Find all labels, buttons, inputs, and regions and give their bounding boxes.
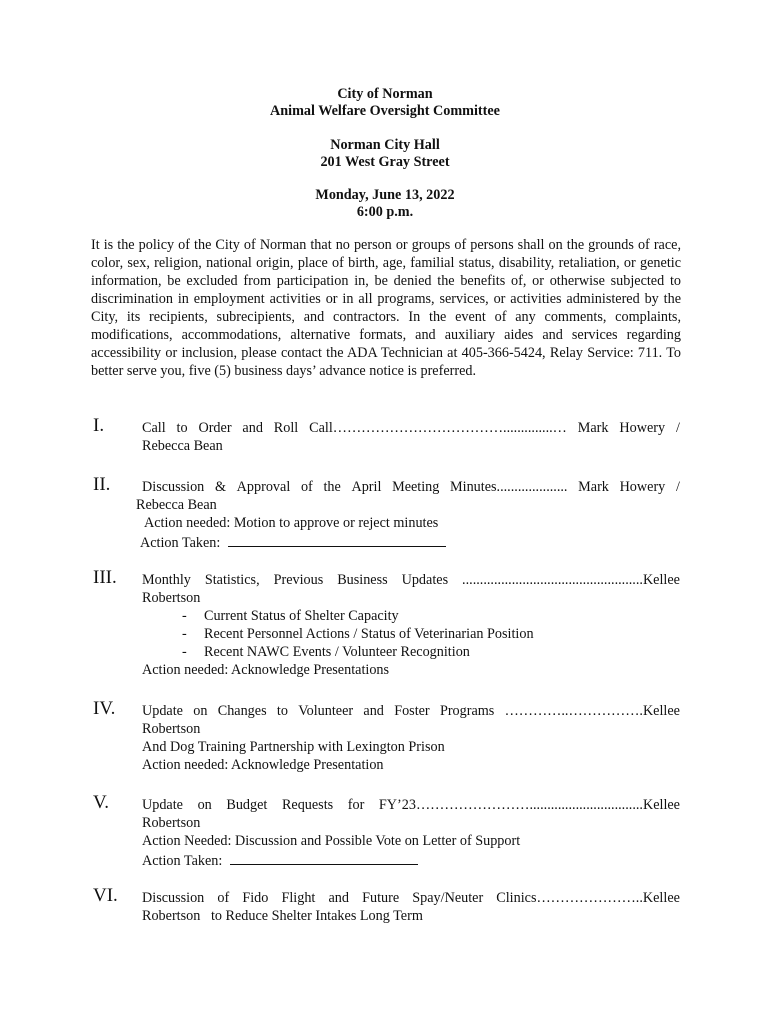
title-word: Programs xyxy=(439,703,495,719)
title-word: April xyxy=(351,479,382,495)
header-org-block xyxy=(0,86,770,120)
item-title-line xyxy=(142,478,680,496)
item-numeral: II. xyxy=(93,474,111,495)
action-taken-blank[interactable] xyxy=(228,532,446,547)
ada-policy-paragraph: It is the policy of the City of Norman that no person or groups of persons shall on the grounds of race, color, sex, religion, national origin, place of birth, age, familial status, disability, retaliation, or genetic information, be excluded from participation in, be denied the benefits of, or otherwise subjected to discrimination in employment activities or in all programs, services, or activities administered by the City, its recipients, subrecipients, and contractors. In the event of any comments, complaints, modifications, accommodations, alternative formats, and auxiliary aides and services regarding accessibility or inclusion, please contact the ADA Technician at 405-366-5424, Relay Service: 711. To better serve you, five (5) business days’ advance notice is preferred. xyxy=(91,237,681,379)
venue-name: Norman City Hall xyxy=(330,137,440,153)
bullet-item xyxy=(182,625,534,643)
title-word: Update xyxy=(142,703,183,719)
bullet-mark: - xyxy=(182,626,187,642)
title-word: Changes xyxy=(217,703,267,719)
header-datetime-block xyxy=(0,187,770,221)
item-title-line xyxy=(142,419,680,437)
title-word: and xyxy=(242,420,263,436)
title-word: to xyxy=(276,703,288,719)
bullet-text: Current Status of Shelter Capacity xyxy=(204,608,399,624)
title-word: Spay/Neuter xyxy=(412,890,484,906)
item-numeral: VI. xyxy=(93,885,118,906)
action-needed: Action needed: Acknowledge Presentations xyxy=(142,662,390,678)
action-taken-blank[interactable] xyxy=(230,850,418,865)
item-title-line xyxy=(142,796,680,814)
item-numeral: IV. xyxy=(93,698,116,719)
action-needed: Action needed: Acknowledge Presentation xyxy=(142,757,384,773)
title-word: Roll xyxy=(273,420,299,436)
action-taken-row xyxy=(140,532,446,552)
title-word: Call xyxy=(142,420,166,436)
meeting-date: Monday, June 13, 2022 xyxy=(315,187,455,203)
item-presenter: Robertson xyxy=(142,815,201,831)
title-word: Meeting xyxy=(392,479,440,495)
title-word: to xyxy=(176,420,188,436)
title-word: on xyxy=(193,703,208,719)
title-word: / xyxy=(675,420,680,436)
title-word: Minutes.................... xyxy=(450,479,568,495)
action-taken-row xyxy=(142,850,418,870)
bullet-item xyxy=(182,607,399,625)
title-word: of xyxy=(300,479,313,495)
title-word: Update xyxy=(142,797,183,813)
title-word: Discussion xyxy=(142,890,205,906)
item-extra: And Dog Training Partnership with Lexington Prison xyxy=(142,739,445,755)
title-word: Flight xyxy=(281,890,316,906)
action-needed: Action Needed: Discussion and Possible Vote on Letter of Support xyxy=(142,833,521,849)
title-word: & xyxy=(214,479,226,495)
title-word: / xyxy=(675,479,680,495)
title-word: for xyxy=(347,797,365,813)
title-word: Foster xyxy=(394,703,430,719)
title-word: Requests xyxy=(281,797,334,813)
item-title-line xyxy=(142,702,680,720)
item-title-line xyxy=(142,889,680,907)
bullet-text: Recent NAWC Events / Volunteer Recognition xyxy=(204,644,470,660)
item-presenter: Robertson to Reduce Shelter Intakes Long Term xyxy=(142,908,423,924)
action-taken-label: Action Taken: xyxy=(140,535,221,551)
action-needed: Action needed: Motion to approve or reject minutes xyxy=(144,515,439,531)
title-word: Clinics…………………..Kellee xyxy=(496,890,680,906)
title-word: Call………………………………..............… xyxy=(309,420,567,436)
venue-address: 201 West Gray Street xyxy=(320,154,450,170)
title-word: Volunteer xyxy=(298,703,354,719)
title-word: and xyxy=(363,703,384,719)
title-word: Fido xyxy=(242,890,269,906)
item-numeral: V. xyxy=(93,792,110,813)
title-word: Budget xyxy=(226,797,268,813)
bullet-text: Recent Personnel Actions / Status of Veterinarian Position xyxy=(204,626,534,642)
meeting-time: 6:00 p.m. xyxy=(356,204,414,220)
title-word: Discussion xyxy=(142,479,205,495)
item-presenter: Robertson xyxy=(142,590,201,606)
committee-name: Animal Welfare Oversight Committee xyxy=(270,103,500,119)
item-title-line xyxy=(142,571,680,589)
item-presenter: Rebecca Bean xyxy=(142,438,223,454)
org-name: City of Norman xyxy=(337,86,433,102)
title-word: on xyxy=(197,797,212,813)
title-word: of xyxy=(217,890,230,906)
title-word: Business xyxy=(337,572,388,588)
title-word: Howery xyxy=(619,479,666,495)
title-word: and xyxy=(328,890,349,906)
action-taken-label: Action Taken: xyxy=(142,853,223,869)
title-word: FY’23……………………................................Kellee xyxy=(378,797,680,813)
bullet-mark: - xyxy=(182,608,187,624)
title-word: the xyxy=(323,479,341,495)
bullet-item xyxy=(182,643,470,661)
title-word: ...................................................Kellee xyxy=(462,572,680,588)
item-numeral: I. xyxy=(93,415,105,436)
title-word: Order xyxy=(198,420,232,436)
item-presenter: Robertson xyxy=(142,721,201,737)
title-word: Future xyxy=(362,890,400,906)
title-word: Previous xyxy=(273,572,324,588)
header-venue-block xyxy=(0,137,770,171)
bullet-mark: - xyxy=(182,644,187,660)
title-word: Mark xyxy=(577,420,609,436)
title-word: …………..…………….Kellee xyxy=(504,703,680,719)
title-word: Mark xyxy=(578,479,609,495)
item-presenter: Rebecca Bean xyxy=(136,497,217,513)
title-word: Statistics, xyxy=(204,572,260,588)
title-word: Approval xyxy=(236,479,291,495)
title-word: Monthly xyxy=(142,572,191,588)
item-numeral: III. xyxy=(93,567,117,588)
title-word: Howery xyxy=(619,420,666,436)
title-word: Updates xyxy=(401,572,449,588)
